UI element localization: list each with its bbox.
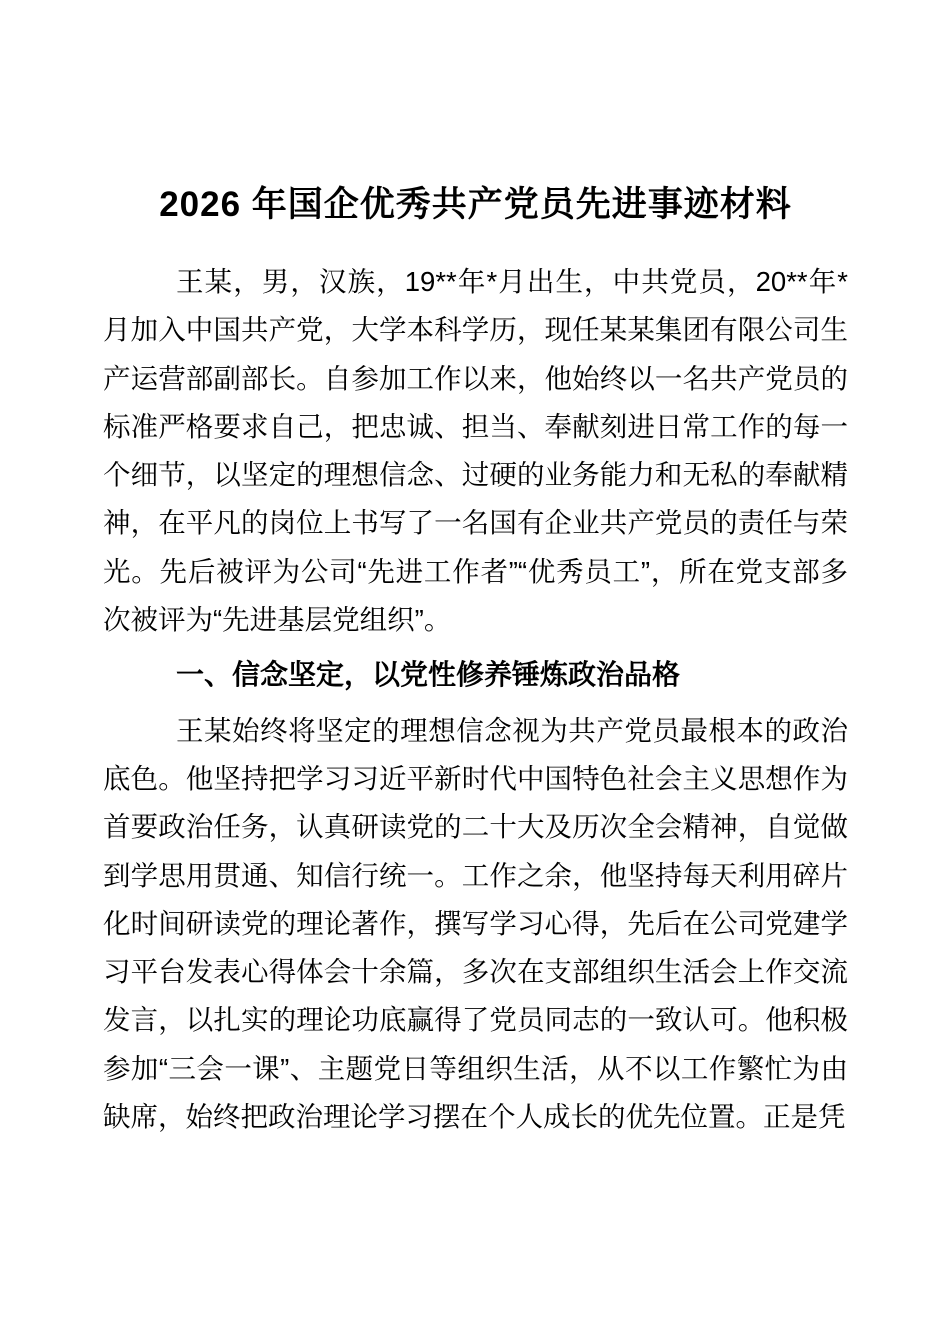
- paragraph-intro: 王某，男，汉族，19**年*月出生，中共党员，20**年*月加入中国共产党，大学本科学历，现任某某集团有限公司生产运营部副部长。自参加工作以来，他始终以一名共产党员的标准严格要求自己，把忠诚、担当、奉献刻进日常工作的每一个细节，以坚定的理想信念、过硬的业务能力和无私的奉献精神，在平凡的岗位上书写了一名国有企业共产党员的责任与荣光。先后被评为公司“先进工作者”“优秀员工”，所在党支部多次被评为“先进基层党组织”。: [103, 266, 848, 636]
- paragraph-section-1-body: 王某始终将坚定的理想信念视为共产党员最根本的政治底色。他坚持把学习习近平新时代中国特色社会主义思想作为首要政治任务，认真研读党的二十大及历次全会精神，自觉做到学思用贯通、知信行统一。工作之余，他坚持每天利用碎片化时间研读党的理论著作，撰写学习心得，先后在公司党建学习平台发表心得体会十余篇，多次在支部组织生活会上作交流发言，以扎实的理论功底赢得了党员同志的一致认可。他积极参加“三会一课”、主题党日等组织生活，从不以工作繁忙为由缺席，始终把政治理论学习摆在个人成长的优先位置。正是凭: [103, 714, 848, 1133]
- document-title: 2026 年国企优秀共产党员先进事迹材料: [159, 185, 792, 224]
- section-heading-1: 一、信念坚定，以党性修养锤炼政治品格: [176, 659, 681, 691]
